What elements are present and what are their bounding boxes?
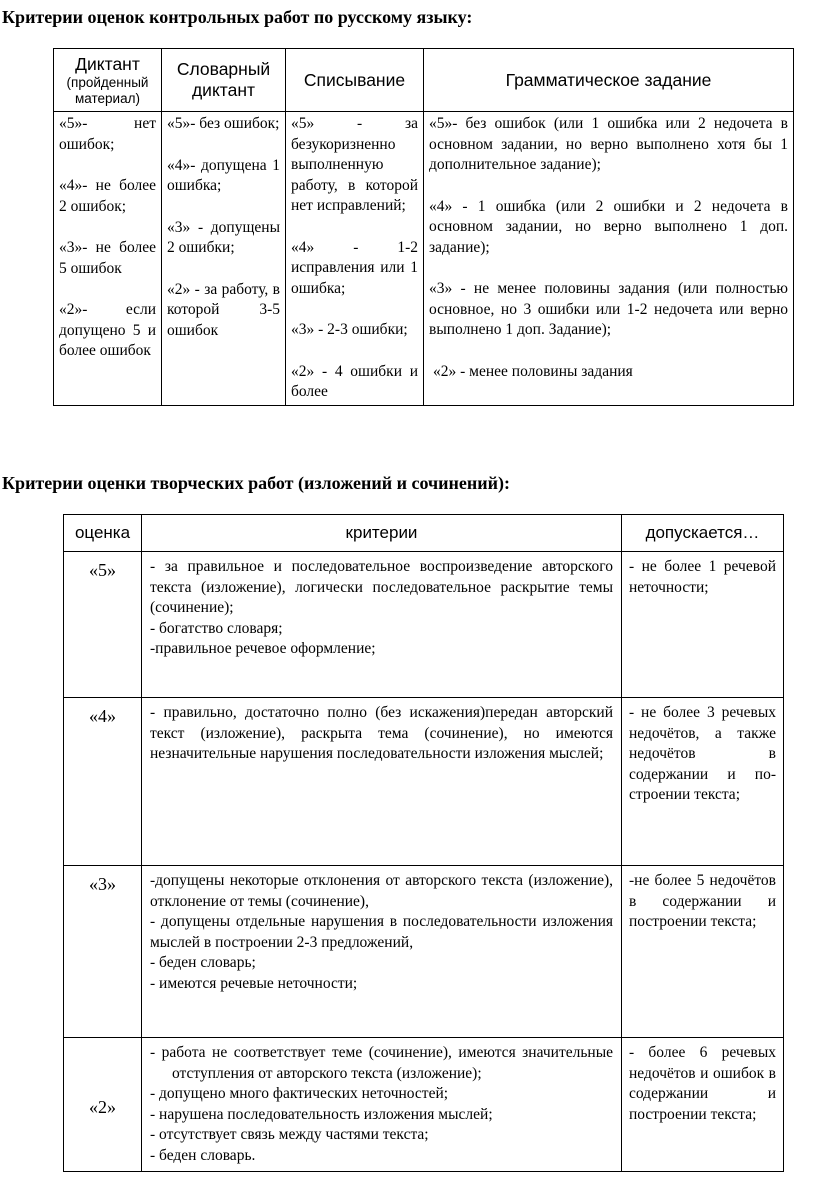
criteria-line: - допущены отдельные нарушения в последовательности изложения мыслей в построении 2-3 предложений, bbox=[150, 913, 613, 951]
criteria-line: -допущены некоторые отклонения от авторского текста (изложение), отклонение от темы (сочинение), bbox=[150, 872, 613, 910]
criteria-cell bbox=[142, 866, 622, 1038]
header-allowed: допускается… bbox=[622, 515, 784, 552]
dictation-grade-5: «5»- нет ошибок; bbox=[59, 115, 156, 153]
header-copying: Списывание bbox=[286, 49, 424, 112]
criteria-line: - правильно, достаточно полно (без искажения)передан авторский текст (изложение), раскрыта тема (сочинение), но имеются незначительные нарушения последовательности изложения мыслей; bbox=[150, 704, 613, 762]
creative-criteria-table bbox=[63, 514, 784, 1172]
allowed-cell: -не более 5 недочётов в содержании и построении текста; bbox=[622, 866, 784, 1038]
allowed-cell: - более 6 речевых недочётов и ошибок в содержании и построении текста; bbox=[622, 1038, 784, 1172]
criteria-line: - беден словарь. bbox=[150, 1146, 256, 1164]
copying-grade-4: «4» - 1-2 исправления или 1 ошибка; bbox=[291, 238, 418, 297]
criteria-line: - допущено много фактических неточностей; bbox=[150, 1085, 449, 1102]
header-dictation-note: (пройденный материал) bbox=[66, 74, 149, 106]
header-grammar: Грамматическое задание bbox=[424, 49, 794, 112]
grade-cell: «5» bbox=[64, 552, 142, 698]
criteria-cell bbox=[142, 552, 622, 698]
criteria-line: - имеются речевые неточности; bbox=[150, 974, 358, 992]
header-dictation-title: Диктант bbox=[75, 53, 140, 74]
dictation-grade-3: «3»- не более 5 ошибок bbox=[59, 239, 156, 277]
table-header-row bbox=[54, 49, 794, 112]
copying-grade-3: «3» - 2-3 ошибки; bbox=[291, 321, 408, 338]
table-row bbox=[54, 112, 794, 406]
dictation-grade-2: «2»- если допущено 5 и более ошибок bbox=[59, 301, 156, 359]
tests-criteria-table bbox=[53, 48, 794, 406]
table-header-row bbox=[64, 515, 784, 552]
copying-grade-5: «5» - за безукоризненно выполненную работу, в которой нет исправлений; bbox=[291, 115, 418, 214]
page-title: Критерии оценок контрольных работ по русскому языку: bbox=[2, 7, 473, 27]
header-criteria: критерии bbox=[142, 515, 622, 552]
section-title: Критерии оценки творческих работ (изложений и сочинений): bbox=[2, 473, 511, 493]
criteria-line: - беден словарь; bbox=[150, 954, 256, 971]
grammar-grade-5: «5»- без ошибок (или 1 ошибка или 2 недочета в основном задании, но верно выполнено хотя бы 1 дополнительное задание); bbox=[429, 115, 788, 173]
criteria-cell bbox=[142, 1038, 622, 1172]
criteria-cell bbox=[142, 698, 622, 866]
table-row bbox=[64, 1038, 784, 1172]
grade-cell: «2» bbox=[64, 1038, 142, 1172]
table-row bbox=[64, 866, 784, 1038]
grade-cell: «3» bbox=[64, 866, 142, 1038]
grade-cell: «4» bbox=[64, 698, 142, 866]
criteria-line: - богатство словаря; bbox=[150, 619, 283, 637]
table-row bbox=[64, 698, 784, 866]
grammar-grade-2: «2» - менее половины задания bbox=[433, 362, 633, 380]
copying-cell bbox=[286, 112, 424, 406]
copying-grade-2: «2» - 4 ошибки и более bbox=[291, 362, 418, 400]
header-vocab: Словарный диктант bbox=[162, 49, 286, 112]
criteria-line: - за правильное и последовательное воспроизведение авторского текста (изложение), логически последовательное раскрытие темы (сочинение); bbox=[150, 558, 613, 616]
allowed-cell: - не более 3 речевых недочётов, а также недочётов в содержании и по-строении текста; bbox=[622, 698, 784, 866]
criteria-line: - нарушена последовательность изложения мыслей; bbox=[150, 1105, 493, 1123]
dictation-cell bbox=[54, 112, 162, 406]
grammar-cell bbox=[424, 112, 794, 406]
vocab-grade-3: «3» - допущены 2 ошибки; bbox=[167, 218, 280, 256]
grammar-grade-4: «4» - 1 ошибка (или 2 ошибки и 2 недочета в основном задании, но верно выполнено 1 доп. задание); bbox=[429, 197, 788, 256]
header-grade: оценка bbox=[64, 515, 142, 552]
criteria-line: -правильное речевое оформление; bbox=[150, 640, 376, 657]
table-row bbox=[64, 552, 784, 698]
vocab-grade-5: «5»- без ошибок; bbox=[167, 115, 280, 132]
allowed-cell: - не более 1 речевой неточности; bbox=[622, 552, 784, 698]
criteria-line: - работа не соответствует теме (сочинение), имеются значительные отступления от авторского текста (изложение); bbox=[150, 1044, 613, 1082]
vocab-grade-4: «4»- допущена 1 ошибка; bbox=[167, 156, 280, 194]
grammar-grade-3: «3» - не менее половины задания (или полностью основное, но 3 ошибки или 1-2 недочета или верно выполнено 1 доп. Задание); bbox=[429, 280, 788, 338]
criteria-line: - отсутствует связь между частями текста; bbox=[150, 1126, 429, 1143]
vocab-grade-2: «2» - за работу, в которой 3-5 ошибок bbox=[167, 280, 280, 339]
dictation-grade-4: «4»- не более 2 ошибок; bbox=[59, 177, 156, 215]
vocab-cell bbox=[162, 112, 286, 406]
header-dictation bbox=[54, 49, 162, 112]
